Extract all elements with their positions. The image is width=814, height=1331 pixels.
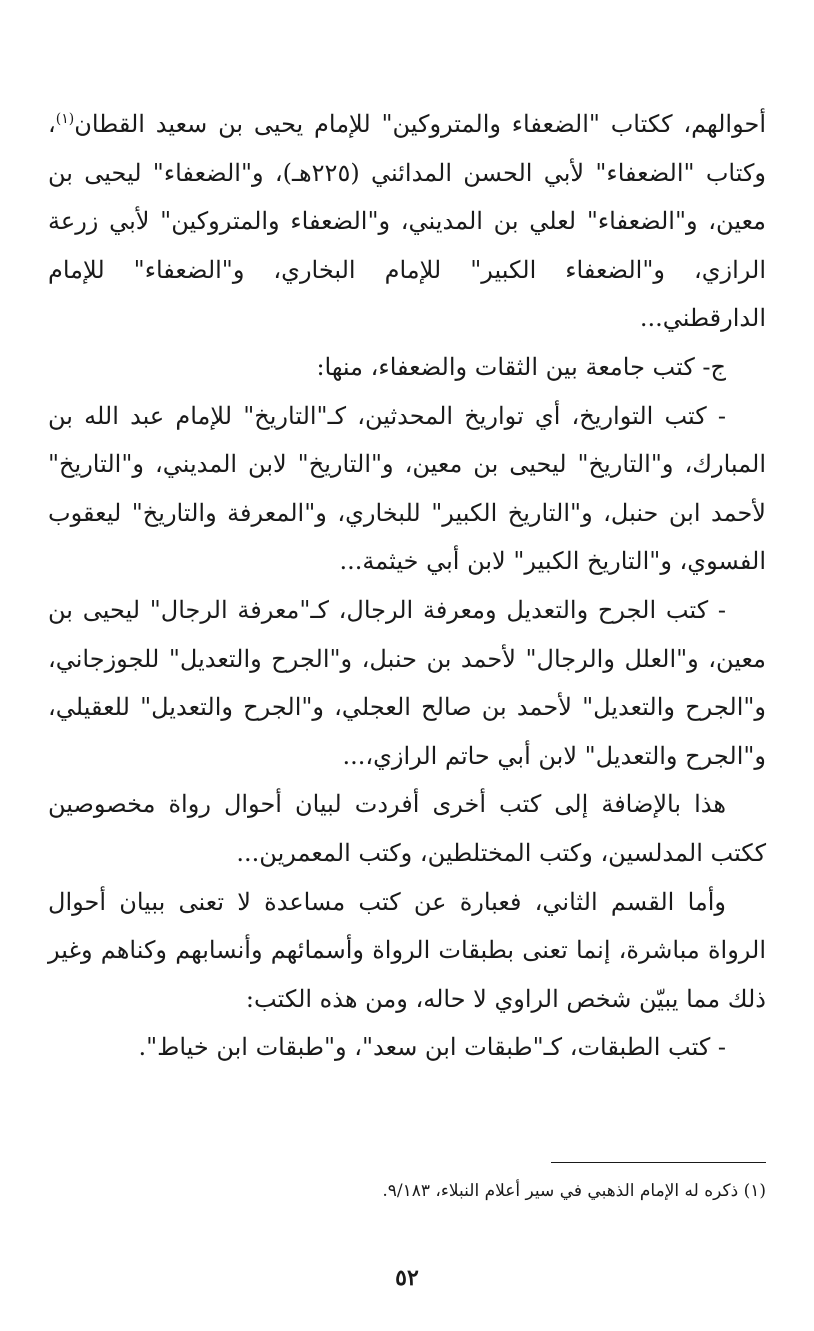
paragraph-1-start: أحوالهم، ككتاب "الضعفاء والمتروكين" للإمام يحيى بن سعيد القطان bbox=[74, 110, 766, 138]
paragraph-5: هذا بالإضافة إلى كتب أخرى أفردت لبيان أحوال رواة مخصوصين ككتب المدلسين، وكتب المختلطين، وكتب المعمرين... bbox=[48, 790, 766, 867]
page-number: ٥٢ bbox=[395, 1265, 419, 1291]
footnote: (١) ذكره له الإمام الذهبي في سير أعلام النبلاء، ٩/١٨٣. bbox=[382, 1181, 766, 1201]
paragraph-6: وأما القسم الثاني، فعبارة عن كتب مساعدة لا تعنى ببيان أحوال الرواة مباشرة، إنما تعنى بطبقات الرواة وأسمائهم وأنسابهم وكناهم وغير ذلك مما يبيّن شخص الراوي لا حاله، ومن هذه الكتب: bbox=[48, 887, 767, 1013]
main-text bbox=[48, 100, 766, 1072]
footnote-reference: (١) bbox=[55, 111, 75, 127]
footnote-separator bbox=[551, 1162, 766, 1163]
paragraph-3: - كتب التواريخ، أي تواريخ المحدثين، كـ"التاريخ" للإمام عبد الله بن المبارك، و"التاريخ" ليحيى بن معين، و"التاريخ" لابن المديني، و"التاريخ" لأحمد ابن حنبل، و"التاريخ الكبير" للبخاري، و"المعرفة والتاريخ" ليعقوب الفسوي، و"التاريخ الكبير" لابن أبي خيثمة... bbox=[48, 401, 766, 576]
paragraph-1-end: ، وكتاب "الضعفاء" لأبي الحسن المدائني (٢٢٥هـ)، و"الضعفاء" ليحيى بن معين، و"الضعفاء" لعلي بن المديني، و"الضعفاء والمتروكين" لأبي زرعة الرازي، و"الضعفاء الكبير" للإمام البخاري، و"الضعفاء" للإمام الدارقطني... bbox=[48, 110, 766, 333]
paragraph-4: - كتب الجرح والتعديل ومعرفة الرجال، كـ"معرفة الرجال" ليحيى بن معين، و"العلل والرجال" لأحمد بن حنبل، و"الجرح والتعديل" للجوزجاني، و"الجرح والتعديل" لأحمد بن صالح العجلي، و"الجرح والتعديل" للعقيلي، و"الجرح والتعديل" لابن أبي حاتم الرازي،... bbox=[48, 595, 766, 770]
paragraph-2: ج- كتب جامعة بين الثقات والضعفاء، منها: bbox=[316, 352, 726, 381]
paragraph-1 bbox=[48, 100, 766, 343]
book-page bbox=[48, 100, 766, 1331]
paragraph-7: - كتب الطبقات، كـ"طبقات ابن سعد"، و"طبقات ابن خياط". bbox=[138, 1033, 726, 1062]
